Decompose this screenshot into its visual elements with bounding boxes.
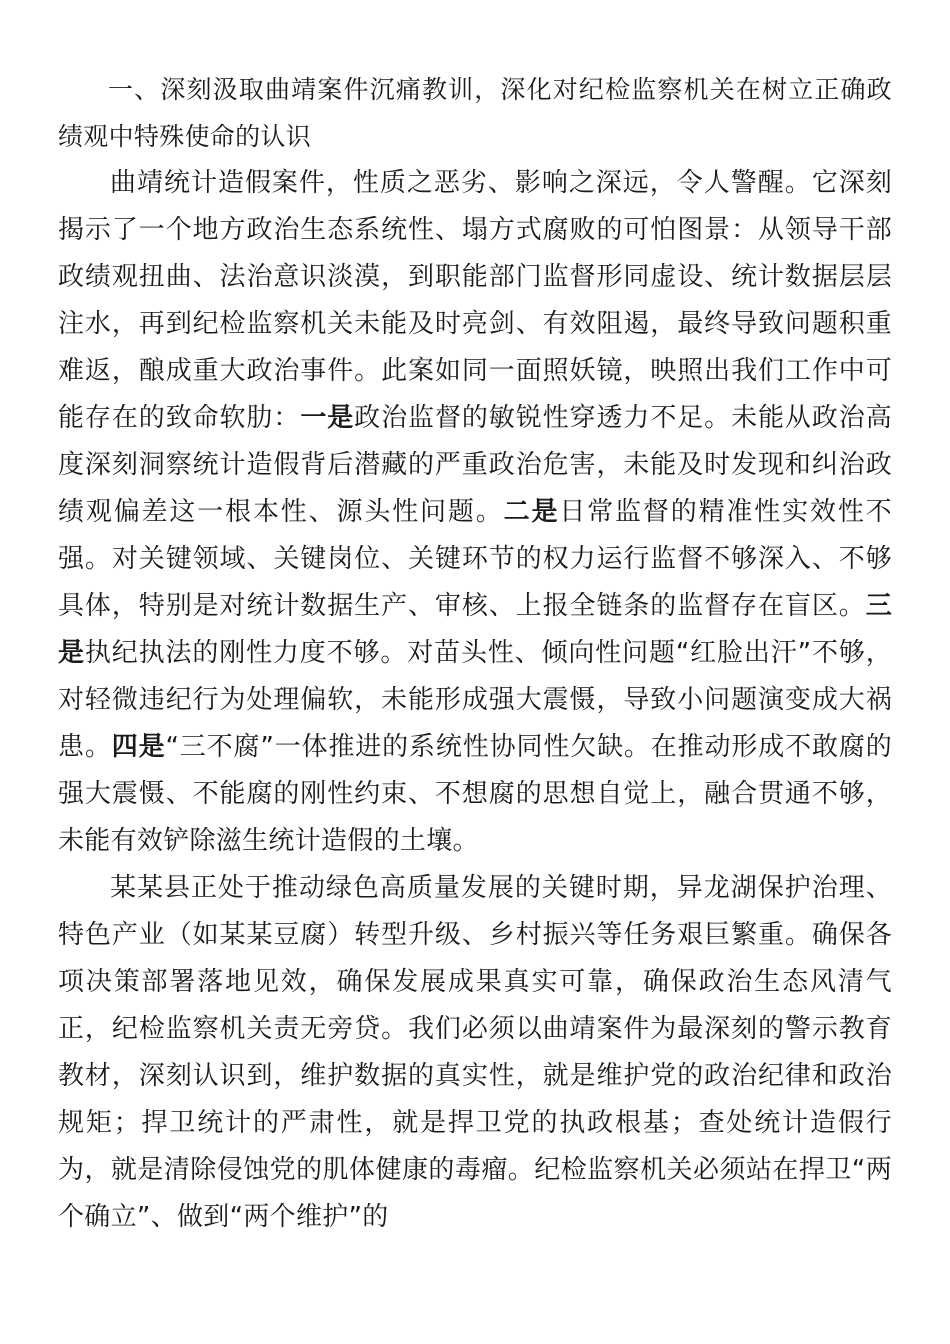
- point-1-label: 一是: [300, 403, 355, 433]
- point-2-text: 日常监督的精准性实效性不强。对关键领域、关键岗位、关键环节的权力运行监督不够深入、不够具体，特别是对统计数据生产、审核、上报全链条的监督存在盲区。: [58, 497, 892, 621]
- paragraph-county-context: 某某县正处于推动绿色高质量发展的关键时期，异龙湖保护治理、特色产业（如某某豆腐）转型升级、乡村振兴等任务艰巨繁重。确保各项决策部署落地见效，确保发展成果真实可靠，确保政治生态风清气正，纪检监察机关责无旁贷。我们必须以曲靖案件为最深刻的警示教育教材，深刻认识到，维护数据的真实性，就是维护党的政治纪律和政治规矩；捍卫统计的严肃性，就是捍卫党的执政根基；查处统计造假行为，就是清除侵蚀党的肌体健康的毒瘤。纪检监察机关必须站在捍卫“两个确立”、做到“两个维护”的: [58, 873, 892, 1232]
- document-body: [58, 66, 892, 1241]
- point-4-label: 四是: [111, 732, 166, 762]
- paragraph-intro: 曲靖统计造假案件，性质之恶劣、影响之深远，令人警醒。它深刻揭示了一个地方政治生态系统性、塌方式腐败的可怕图景：从领导干部政绩观扭曲、法治意识淡漠，到职能部门监督形同虚设、统计数据层层注水，再到纪检监察机关未能及时亮剑、有效阻遏，最终导致问题积重难返，酿成重大政治事件。此案如同一面照妖镜，映照出我们工作中可能存在的致命软肋：: [58, 168, 892, 433]
- section-heading: 一、深刻汲取曲靖案件沉痛教训，深化对纪检监察机关在树立正确政绩观中特殊使命的认识: [58, 75, 892, 151]
- point-3-text: 执纪执法的刚性力度不够。对苗头性、倾向性问题“红脸出汗”不够，对轻微违纪行为处理偏软，未能形成强大震慑，导致小问题演变成大祸患。: [58, 638, 892, 762]
- point-2-label: 二是: [503, 497, 560, 527]
- point-3-label: 三是: [58, 591, 892, 668]
- point-1-text: 政治监督的敏锐性穿透力不足。未能从政治高度深刻洞察统计造假背后潜藏的严重政治危害，未能及时发现和纠治政绩观偏差这一根本性、源头性问题。: [58, 403, 892, 527]
- paragraph-lessons: [58, 160, 892, 865]
- point-4-text: “三不腐”一体推进的系统性协同性欠缺。在推动形成不敢腐的强大震慑、不能腐的刚性约束、不想腐的思想自觉上，融合贯通不够，未能有效铲除滋生统计造假的土壤。: [58, 732, 892, 856]
